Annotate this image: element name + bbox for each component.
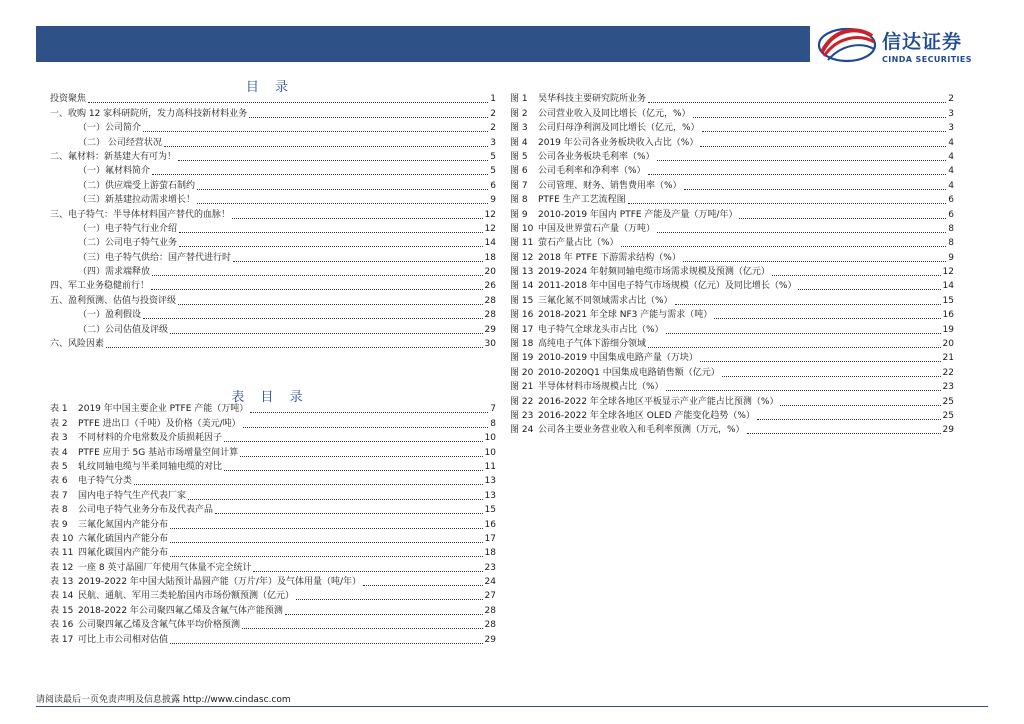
- leader-dots: [152, 174, 488, 175]
- leader-dots: [152, 275, 483, 276]
- table-entry-number: 表 9: [50, 519, 68, 530]
- leader-dots: [693, 117, 947, 118]
- table-entry-number: 表 4: [50, 447, 68, 458]
- figure-entry-page: 21: [942, 353, 954, 364]
- figure-entry-number: 图 3: [510, 123, 528, 134]
- toc-entry-page: 18: [484, 252, 496, 263]
- table-entry-label: 公司聚四氟乙烯及含氟气体平均价格预测: [78, 620, 241, 631]
- toc-entry-page: 12: [484, 223, 496, 234]
- table-entry[interactable]: [50, 532, 496, 546]
- figure-entry[interactable]: [510, 409, 954, 423]
- table-entry-number: 表 15: [50, 605, 74, 616]
- figure-entry-number: 图 14: [510, 281, 534, 292]
- leader-dots: [106, 347, 483, 348]
- leader-dots: [684, 189, 947, 190]
- table-entry[interactable]: [50, 474, 496, 488]
- table-entry-label: PTFE 应用于 5G 基站市场增量空间计算: [78, 447, 239, 458]
- figure-entry[interactable]: [510, 222, 954, 236]
- table-entry-number: 表 10: [50, 533, 74, 544]
- leader-dots: [179, 246, 483, 247]
- leader-dots: [240, 456, 482, 457]
- leader-dots: [666, 333, 941, 334]
- toc-entry[interactable]: [50, 222, 496, 236]
- toc-entry-label: 四、军工业务稳健前行！: [50, 281, 150, 292]
- leader-dots: [747, 433, 941, 434]
- figure-entry[interactable]: [510, 423, 954, 437]
- table-entry-number: 表 5: [50, 461, 68, 472]
- figure-entry[interactable]: [510, 365, 954, 379]
- toc-entry-label: （三）电子特气供给：国产替代进行时: [78, 252, 232, 263]
- leader-dots: [232, 218, 483, 219]
- figure-entry[interactable]: [510, 394, 954, 408]
- figure-entry-number: 图 23: [510, 410, 534, 421]
- leader-dots: [648, 347, 941, 348]
- figure-entry[interactable]: [510, 193, 954, 207]
- figure-entry-label: 三氟化氮不同领域需求占比（%）: [538, 295, 673, 306]
- leader-dots: [739, 218, 946, 219]
- figure-entry-number: 图 15: [510, 295, 534, 306]
- leader-dots: [628, 203, 947, 204]
- toc-entry-page: 6: [490, 180, 496, 191]
- toc-entry-page: 14: [484, 238, 496, 249]
- leader-dots: [621, 246, 947, 247]
- table-entry-label: 一座 8 英寸晶圆厂年使用气体量不完全统计: [78, 562, 252, 573]
- table-entry-label: PTFE 进出口（千吨）及价格（美元/吨）: [78, 418, 241, 429]
- table-entry-page: 13: [484, 476, 496, 487]
- leader-dots: [178, 160, 488, 161]
- toc-entry-label: （二）供应端受上游萤石制约: [78, 180, 196, 191]
- table-entry-page: 18: [484, 548, 496, 559]
- leader-dots: [197, 203, 488, 204]
- figure-entry-label: 2018 年 PTFE 下游需求结构（%）: [538, 252, 681, 263]
- figure-entry-page: 2: [948, 94, 954, 105]
- figure-entry-label: 2011-2018 年中国电子特气市场规模（亿元）及同比增长（%）: [538, 281, 797, 292]
- toc-entry[interactable]: [50, 121, 496, 135]
- cinda-logo-icon: [816, 22, 878, 68]
- toc-entry-label: （二） 公司经营状况: [78, 137, 162, 148]
- table-entry-label: 轧纹同轴电缆与半柔同轴电缆的对比: [78, 461, 223, 472]
- table-entry[interactable]: [50, 575, 496, 589]
- figure-entry[interactable]: [510, 322, 954, 336]
- figure-entry-label: PTFE 生产工艺流程图: [538, 195, 626, 206]
- figure-entry-label: 公司各主要业务营业收入和毛利率预测（万元，%）: [538, 425, 745, 436]
- toc-entry[interactable]: [50, 150, 496, 164]
- toc-entry[interactable]: [50, 293, 496, 307]
- table-entry-label: 电子特气分类: [78, 476, 133, 487]
- leader-dots: [224, 470, 483, 471]
- figure-entry-number: 图 7: [510, 180, 528, 191]
- table-entry-page: 29: [484, 634, 496, 645]
- toc-entry-label: 五、盈利预测、估值与投资评级: [50, 295, 177, 306]
- figure-entry-label: 公司归母净利润及同比增长（亿元，%）: [538, 123, 700, 134]
- toc-entry-page: 26: [484, 281, 496, 292]
- table-entry-number: 表 11: [50, 548, 74, 559]
- leader-dots: [170, 333, 483, 334]
- toc-entry-page: 1: [490, 94, 496, 105]
- figure-entry[interactable]: [510, 121, 954, 135]
- toc-entry-label: （二）公司估值及评级: [78, 324, 169, 335]
- table-entry-page: 28: [484, 620, 496, 631]
- toc-entry[interactable]: [50, 279, 496, 293]
- figure-entry-number: 图 1: [510, 94, 528, 105]
- toc-entry[interactable]: [50, 106, 496, 120]
- table-entry[interactable]: [50, 488, 496, 502]
- toc-entry[interactable]: [50, 207, 496, 221]
- toc-entry[interactable]: [50, 164, 496, 178]
- figure-entry-page: 9: [948, 252, 954, 263]
- brand-name-en: CINDA SECURITIES: [882, 55, 972, 64]
- toc-entry-label: （一）电子特气行业介绍: [78, 223, 178, 234]
- figure-entry[interactable]: [510, 279, 954, 293]
- figure-entry-page: 4: [948, 151, 954, 162]
- leader-dots: [134, 484, 483, 485]
- table-entry-label: 可比上市公司相对估值: [78, 634, 169, 645]
- toc-entry-page: 28: [484, 295, 496, 306]
- leader-dots: [224, 441, 483, 442]
- figure-entry[interactable]: [510, 380, 954, 394]
- table-entry[interactable]: [50, 603, 496, 617]
- figure-entry[interactable]: [510, 135, 954, 149]
- leader-dots: [296, 599, 483, 600]
- table-entry-page: 23: [484, 562, 496, 573]
- leader-dots: [215, 513, 483, 514]
- leader-dots: [88, 102, 488, 103]
- table-entry-page: 10: [484, 447, 496, 458]
- figure-entry-number: 图 11: [510, 238, 534, 249]
- figure-entry-number: 图 22: [510, 396, 534, 407]
- figure-entry-number: 图 24: [510, 425, 534, 436]
- figure-entry-page: 16: [942, 310, 954, 321]
- table-list: [50, 402, 496, 647]
- figure-entry-page: 3: [948, 108, 954, 119]
- table-entry[interactable]: [50, 546, 496, 560]
- table-entry-page: 27: [484, 591, 496, 602]
- table-entry-label: 2018-2022 年公司聚四氟乙烯及含氟气体产能预测: [78, 605, 283, 616]
- leader-dots: [250, 412, 488, 413]
- figure-entry[interactable]: [510, 150, 954, 164]
- table-entry[interactable]: [50, 460, 496, 474]
- toc-entry-label: （三）新基建拉动需求增长！: [78, 195, 196, 206]
- toc-entry-page: 5: [490, 151, 496, 162]
- figure-entry-label: 2010-2019 年国内 PTFE 产能及产量（万吨/年）: [538, 209, 738, 220]
- leader-dots: [143, 131, 488, 132]
- leader-dots: [363, 585, 483, 586]
- figure-entry-label: 高纯电子气体下游细分领域: [538, 339, 647, 350]
- toc-entry-label: 六、风险因素: [50, 339, 105, 350]
- table-entry[interactable]: [50, 431, 496, 445]
- figure-entry-number: 图 19: [510, 353, 534, 364]
- toc-entry[interactable]: [50, 193, 496, 207]
- toc-entry-page: 20: [484, 267, 496, 278]
- figure-entry-number: 图 20: [510, 367, 534, 378]
- figure-entry-label: 昊华科技主要研究院所业务: [538, 94, 647, 105]
- figure-entry-label: 2018-2021 年全球 NF3 产能与需求（吨）: [538, 310, 713, 321]
- table-entry-page: 24: [484, 577, 496, 588]
- figure-entry-number: 图 18: [510, 339, 534, 350]
- figure-entry[interactable]: [510, 265, 954, 279]
- toc-entry-label: 投资聚焦: [50, 94, 87, 105]
- toc-entry-page: 3: [490, 137, 496, 148]
- figure-entry-label: 半导体材料市场规模占比（%）: [538, 382, 664, 393]
- figure-entry-page: 25: [942, 396, 954, 407]
- figure-entry-label: 公司毛利率和净利率（%）: [538, 166, 646, 177]
- table-entry-page: 16: [484, 519, 496, 530]
- table-entry-page: 15: [484, 505, 496, 516]
- toc-entry-label: （一）公司简介: [78, 123, 142, 134]
- figure-entry[interactable]: [510, 293, 954, 307]
- leader-dots: [666, 390, 941, 391]
- figure-entry-number: 图 16: [510, 310, 534, 321]
- table-entry-number: 表 17: [50, 634, 74, 645]
- leader-dots: [253, 571, 482, 572]
- figure-entry[interactable]: [510, 106, 954, 120]
- toc-entry[interactable]: [50, 337, 496, 351]
- leader-dots: [780, 405, 940, 406]
- toc-entry[interactable]: [50, 92, 496, 106]
- table-entry[interactable]: [50, 618, 496, 632]
- leader-dots: [164, 146, 488, 147]
- figure-entry-number: 图 5: [510, 151, 528, 162]
- leader-dots: [151, 289, 483, 290]
- leader-dots: [243, 427, 489, 428]
- table-entry-page: 7: [490, 404, 496, 415]
- figure-entry-label: 萤石产量占比（%）: [538, 238, 619, 249]
- figure-entry-label: 2016-2022 年全球各地区 OLED 产能变化趋势（%）: [538, 410, 755, 421]
- figure-entry-page: 20: [942, 339, 954, 350]
- toc-entry-page: 12: [484, 209, 496, 220]
- leader-dots: [249, 117, 488, 118]
- toc-entry[interactable]: [50, 250, 496, 264]
- footer-disclaimer: 请阅读最后一页免责声明及信息披露 http://www.cindasc.com: [36, 695, 291, 705]
- figure-entry[interactable]: [510, 236, 954, 250]
- toc-entry-page: 29: [484, 324, 496, 335]
- table-entry[interactable]: [50, 632, 496, 646]
- table-entry-page: 8: [490, 418, 496, 429]
- toc-entry-page: 2: [490, 123, 496, 134]
- table-entry-number: 表 14: [50, 591, 74, 602]
- toc-entry-label: 三、电子特气：半导体材料国产替代的血脉！: [50, 209, 231, 220]
- figure-entry-label: 2019-2024 年射频同轴电缆市场需求规模及预测（亿元）: [538, 267, 770, 278]
- toc-entry-page: 2: [490, 108, 496, 119]
- table-entry-label: 三氟化氮国内产能分布: [78, 519, 169, 530]
- table-entry[interactable]: [50, 503, 496, 517]
- toc-entry[interactable]: [50, 236, 496, 250]
- leader-dots: [648, 174, 947, 175]
- figure-entry-label: 2016-2022 年全球各地区平板显示产业产能占比预测（%）: [538, 396, 779, 407]
- figure-entry-number: 图 17: [510, 324, 534, 335]
- table-entry[interactable]: [50, 517, 496, 531]
- figure-entry-label: 公司管理、财务、销售费用率（%）: [538, 180, 682, 191]
- figure-entry-number: 图 12: [510, 252, 534, 263]
- figure-entry-page: 8: [948, 223, 954, 234]
- figure-entry-label: 2010-2020Q1 中国集成电路销售额（亿元）: [538, 367, 720, 378]
- figure-entry-number: 图 10: [510, 223, 534, 234]
- toc-entry-page: 9: [490, 195, 496, 206]
- table-entry-page: 28: [484, 605, 496, 616]
- toc-entry-label: 二、氟材料：新基建大有可为！: [50, 151, 177, 162]
- table-entry[interactable]: [50, 416, 496, 430]
- figure-entry[interactable]: [510, 337, 954, 351]
- figure-entry-page: 15: [942, 295, 954, 306]
- leader-dots: [170, 528, 483, 529]
- figure-entry[interactable]: [510, 92, 954, 106]
- leader-dots: [675, 304, 941, 305]
- table-entry-number: 表 7: [50, 490, 68, 501]
- table-entry-label: 国内电子特气生产代表厂家: [78, 490, 187, 501]
- toc-entry[interactable]: [50, 135, 496, 149]
- figure-entry[interactable]: [510, 351, 954, 365]
- toc-list: [50, 92, 496, 351]
- toc-entry-page: 28: [484, 310, 496, 321]
- toc-title: 目 录: [245, 80, 295, 95]
- toc-entry-label: （二）公司电子特气业务: [78, 238, 178, 249]
- table-entry-number: 表 6: [50, 476, 68, 487]
- toc-entry[interactable]: [50, 265, 496, 279]
- table-entry-number: 表 8: [50, 505, 68, 516]
- leader-dots: [700, 361, 941, 362]
- table-entry[interactable]: [50, 589, 496, 603]
- figure-entry-page: 6: [948, 209, 954, 220]
- figure-entry-page: 23: [942, 382, 954, 393]
- figure-entry-number: 图 21: [510, 382, 534, 393]
- figure-entry-page: 4: [948, 166, 954, 177]
- leader-dots: [170, 556, 483, 557]
- toc-entry-label: 一、收购 12 家科研院所，发力高科技新材料业务: [50, 108, 248, 119]
- figure-entry-page: 25: [942, 410, 954, 421]
- table-entry-label: 四氟化碳国内产能分布: [78, 548, 169, 559]
- table-entry-number: 表 1: [50, 404, 68, 415]
- table-entry[interactable]: [50, 402, 496, 416]
- toc-entry[interactable]: [50, 322, 496, 336]
- figure-entry-label: 中国及世界萤石产量（万吨）: [538, 223, 656, 234]
- figure-entry-label: 2010-2019 中国集成电路产量（万块）: [538, 353, 698, 364]
- leader-dots: [143, 318, 483, 319]
- leader-dots: [170, 542, 483, 543]
- leader-dots: [233, 261, 483, 262]
- leader-dots: [798, 289, 940, 290]
- header-banner: [36, 26, 810, 62]
- leader-dots: [714, 318, 940, 319]
- brand-logo: [816, 22, 992, 68]
- figure-entry-page: 3: [948, 123, 954, 134]
- leader-dots: [188, 499, 483, 500]
- table-entry-number: 表 3: [50, 433, 68, 444]
- figure-entry[interactable]: [510, 308, 954, 322]
- figure-entry-page: 12: [942, 267, 954, 278]
- figure-entry-number: 图 9: [510, 209, 528, 220]
- brand-name-cn: 信达证券: [882, 31, 963, 53]
- table-entry-number: 表 16: [50, 620, 74, 631]
- figure-entry-page: 22: [942, 367, 954, 378]
- figure-entry-page: 14: [942, 281, 954, 292]
- table-entry-page: 10: [484, 433, 496, 444]
- figure-entry-number: 图 4: [510, 137, 528, 148]
- leader-dots: [683, 261, 946, 262]
- table-entry-page: 11: [484, 461, 496, 472]
- leader-dots: [170, 643, 483, 644]
- figure-entry-page: 4: [948, 180, 954, 191]
- figure-entry-page: 6: [948, 195, 954, 206]
- table-entry-label: 公司电子特气业务分布及代表产品: [78, 505, 214, 516]
- leader-dots: [179, 232, 483, 233]
- figure-entry-number: 图 8: [510, 195, 528, 206]
- figure-entry-label: 公司各业务板块毛利率（%）: [538, 151, 655, 162]
- leader-dots: [657, 160, 947, 161]
- footer-divider: [36, 706, 988, 707]
- leader-dots: [722, 376, 941, 377]
- leader-dots: [285, 614, 483, 615]
- figure-entry-page: 4: [948, 137, 954, 148]
- leader-dots: [657, 232, 946, 233]
- leader-dots: [772, 275, 941, 276]
- leader-dots: [242, 628, 483, 629]
- table-entry-label: 民航、通航、军用三类轮胎国内市场份额预测（亿元）: [78, 591, 295, 602]
- figure-entry[interactable]: [510, 164, 954, 178]
- table-entry-page: 13: [484, 490, 496, 501]
- toc-entry-page: 5: [490, 166, 496, 177]
- toc-entry-label: （四）需求端释放: [78, 267, 151, 278]
- table-entry-number: 表 13: [50, 577, 74, 588]
- tables-title: 表 目 录: [231, 390, 309, 405]
- table-entry-number: 表 2: [50, 418, 68, 429]
- leader-dots: [197, 189, 488, 190]
- leader-dots: [178, 304, 483, 305]
- leader-dots: [757, 419, 941, 420]
- toc-entry-page: 30: [484, 339, 496, 350]
- figure-entry-page: 29: [942, 425, 954, 436]
- table-entry-label: 2019 年中国主要企业 PTFE 产能（万吨）: [78, 404, 249, 415]
- toc-entry[interactable]: [50, 308, 496, 322]
- toc-entry[interactable]: [50, 178, 496, 192]
- figure-entry[interactable]: [510, 178, 954, 192]
- figure-entry-number: 图 13: [510, 267, 534, 278]
- toc-entry-label: （一）氟材料简介: [78, 166, 151, 177]
- figure-entry-label: 2019 年公司各业务板块收入占比（%）: [538, 137, 699, 148]
- leader-dots: [700, 146, 946, 147]
- figure-entry-number: 图 2: [510, 108, 528, 119]
- figure-entry[interactable]: [510, 250, 954, 264]
- leader-dots: [648, 102, 946, 103]
- table-entry-label: 六氟化硫国内产能分布: [78, 533, 169, 544]
- table-entry[interactable]: [50, 445, 496, 459]
- table-entry-number: 表 12: [50, 562, 74, 573]
- figure-entry-label: 公司营业收入及同比增长（亿元，%）: [538, 108, 691, 119]
- figure-entry[interactable]: [510, 207, 954, 221]
- table-entry-label: 不同材料的介电常数及介质损耗因子: [78, 433, 223, 444]
- figure-entry-page: 19: [942, 324, 954, 335]
- figure-entry-number: 图 6: [510, 166, 528, 177]
- figure-entry-label: 电子特气全球龙头市占比（%）: [538, 324, 664, 335]
- figure-list: [510, 92, 954, 437]
- table-entry[interactable]: [50, 560, 496, 574]
- toc-entry-label: （一）盈利假设: [78, 310, 142, 321]
- leader-dots: [702, 131, 947, 132]
- figure-entry-page: 8: [948, 238, 954, 249]
- table-entry-label: 2019-2022 年中国大陆预计晶圆产能（万片/年）及气体用量（吨/年）: [78, 577, 361, 588]
- table-entry-page: 17: [484, 533, 496, 544]
